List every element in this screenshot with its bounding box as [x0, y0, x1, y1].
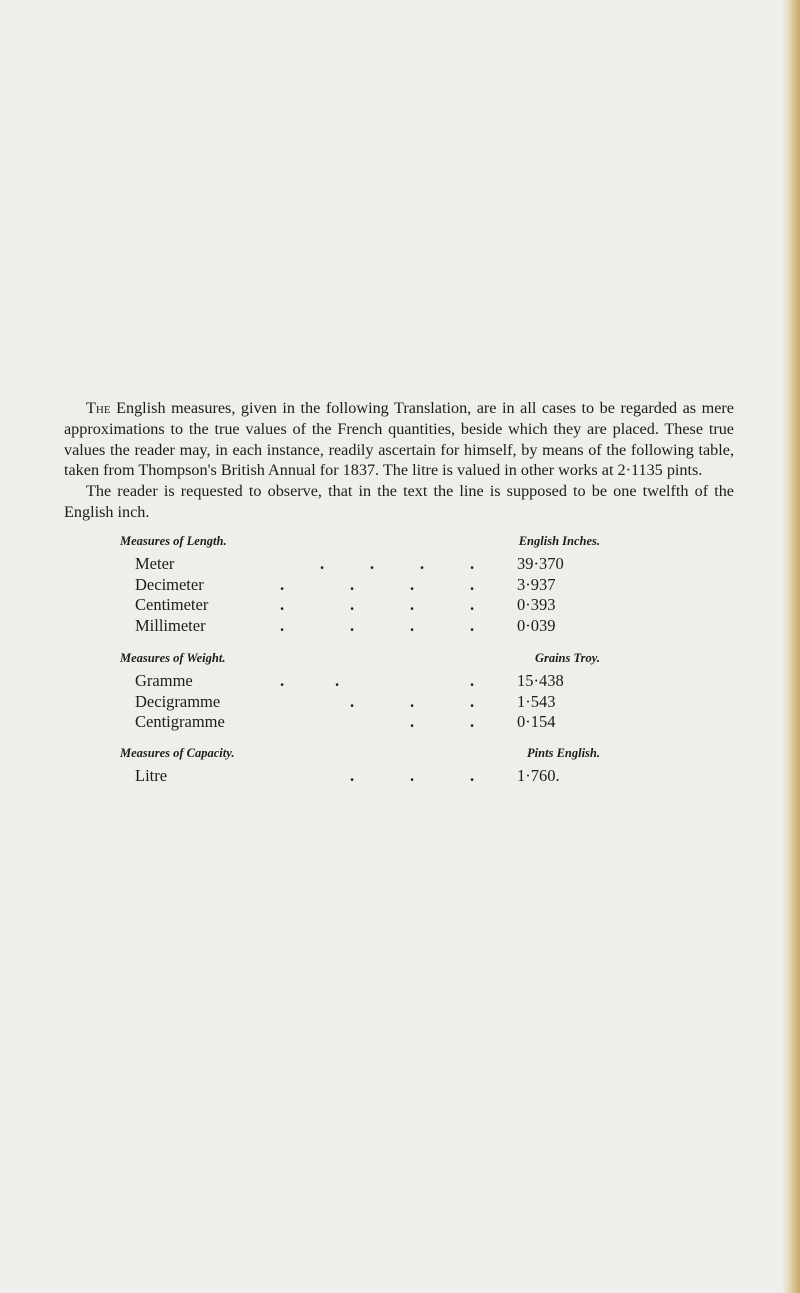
row-value: 1·543 — [517, 691, 556, 711]
table-row: Meter . . . . 39·370 — [135, 554, 564, 573]
page-edge — [782, 0, 800, 1293]
lead-word: The — [86, 399, 111, 417]
table-row: Centigramme . . 0·154 — [135, 712, 556, 731]
row-name: Decimeter — [135, 574, 204, 594]
table-row: Decigramme . . . 1·543 — [135, 691, 556, 711]
row-value: 0·039 — [517, 615, 556, 635]
weight-header — [120, 651, 600, 671]
row-value: 0·154 — [517, 712, 556, 731]
note-paragraph-1-text: English measures, given in the following Translation, are in all cases to be regarded as mere approximations to the true values of the French quantities, beside which they are placed. These true values the reader may, in each instance, readily ascertain for himself, by means of the following table, taken from Thompson's British Annual for 1837. The litre is valued in other works at 2·1135 pints. — [64, 399, 734, 480]
table-row: Decimeter . . . . 3·937 — [135, 574, 556, 594]
capacity-header — [120, 746, 600, 766]
capacity-section — [120, 746, 600, 787]
table-row: Millimeter . . . . 0·039 — [135, 615, 556, 635]
length-heading: Measures of Length. — [120, 534, 227, 548]
capacity-unit-heading: Pints English. — [527, 746, 600, 760]
row-value: 15·438 — [517, 671, 564, 690]
row-value: 3·937 — [517, 574, 556, 594]
note-paragraph-2: The reader is requested to observe, that in the text the line is supposed to be one twelfth of the English inch. — [64, 482, 734, 521]
row-name: Decigramme — [135, 691, 221, 711]
length-unit-heading: English Inches. — [518, 534, 600, 548]
weight-section — [120, 651, 600, 733]
translator-note — [64, 398, 734, 523]
row-name: Centigramme — [135, 712, 225, 731]
table-row: Centimeter . . . . 0·393 — [135, 595, 556, 614]
length-section — [120, 534, 600, 636]
weight-unit-heading: Grains Troy. — [534, 651, 600, 665]
row-name: Meter — [135, 554, 175, 573]
row-value: 0·393 — [517, 595, 556, 614]
row-name: Gramme — [135, 671, 193, 690]
row-value: 39·370 — [517, 554, 564, 573]
table-row: Gramme . . . 15·438 — [135, 671, 564, 690]
note-paragraph-1 — [64, 398, 734, 481]
capacity-heading: Measures of Capacity. — [120, 746, 235, 760]
weight-heading: Measures of Weight. — [120, 651, 226, 665]
row-name: Litre — [135, 766, 168, 785]
row-value: 1·760. — [517, 766, 560, 785]
table-row: Litre . . . 1·760. — [135, 766, 560, 785]
row-name: Centimeter — [135, 595, 209, 614]
length-header — [120, 534, 600, 554]
row-name: Millimeter — [135, 615, 206, 635]
